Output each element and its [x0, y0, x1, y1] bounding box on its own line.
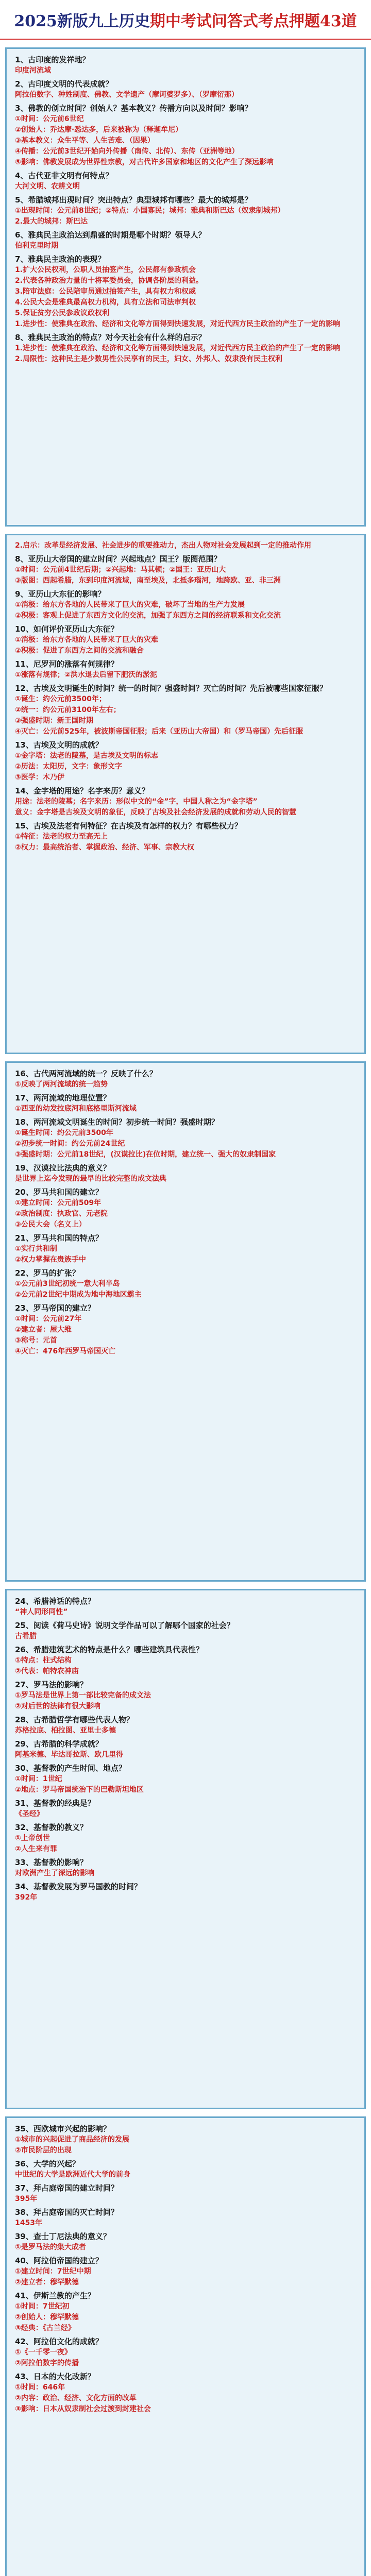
- answer-text: ①建立时间：7世纪中期: [15, 2267, 91, 2276]
- answer-text: ②地点：罗马帝国统治下的巴勒斯坦地区: [15, 1786, 144, 1794]
- answer-text: ①《一千零一夜》: [15, 2348, 72, 2357]
- question-text: 29、古希腊的科学成就？: [15, 1739, 103, 1749]
- qa-card-1: [5, 47, 366, 527]
- answer-text: ②市民阶层的出现: [15, 2146, 72, 2155]
- qa-item: [15, 785, 356, 818]
- answer-text: ③强盛时期：公元前18世纪，(汉谟拉比)在位时期，建立统一、强大的奴隶制国家: [15, 1150, 276, 1159]
- answer-text: ④传播：公元前3世纪开始向外传播（南传、北传）、东传（亚洲等地）: [15, 147, 239, 156]
- question-text: 25、阅读《荷马史诗》说明文学作品可以了解哪个国家的社会？: [15, 1621, 234, 1630]
- answer-text: ②统一：约公元前3100年左右；: [15, 706, 121, 714]
- answer-text: ①西亚的幼发拉底河和底格里斯河流域: [15, 1105, 137, 1113]
- answer-text: ③强盛时期：新王国时期: [15, 717, 93, 725]
- answer-text: ①城市的兴起促进了商品经济的发展: [15, 2136, 129, 2144]
- answer-text: 古希腊: [15, 1632, 37, 1640]
- qa-item: [15, 2371, 356, 2415]
- answer-text: ②积极：促进了东西方之间的交流和融合: [15, 647, 144, 655]
- answer-text: “神人同形同性”: [15, 1608, 68, 1616]
- answer-text: ②权力掌握在贵族手中: [15, 1256, 86, 1264]
- title-part-2: 期中考试问答式考点押题43道: [149, 12, 357, 30]
- answer-text: ①消极：给东方各地的人民带来了巨大的灾难，破坏了当地的生产力发展: [15, 601, 245, 609]
- answer-text: 2.代表各种政治力量的十将军委员会，协调各阶层的利益。: [15, 277, 204, 285]
- answer-text: ①时间：7世纪初: [15, 2302, 70, 2311]
- answer-text: ①实行共和制: [15, 1245, 57, 1253]
- answer-text: ②建立者：穆罕默德: [15, 2278, 79, 2286]
- answer-text: ①时间：646年: [15, 2383, 65, 2392]
- question-text: 43、日本的大化改新？: [15, 2372, 95, 2381]
- qa-item: [15, 1798, 356, 1820]
- qa-item: [15, 2336, 356, 2369]
- qa-item: [15, 553, 356, 586]
- qa-item: [15, 1232, 356, 1265]
- answer-text: ①特征：法老的权力至高无上: [15, 833, 108, 841]
- answer-text: ⑤影响：佛教发展成为世界性宗教，对古代许多国家和地区的文化产生了深远影响: [15, 158, 274, 166]
- answer-text: 1453年: [15, 2219, 42, 2227]
- answer-text: ①反映了两河流域的统一趋势: [15, 1080, 108, 1089]
- qa-item: [15, 2182, 356, 2205]
- answer-text: ②政治制度：执政官、元老院: [15, 1210, 108, 1218]
- question-text: 12、古埃及文明诞生的时间？统一的时间？强盛时间？灭亡的时间？先后被哪些国家征服？: [15, 684, 327, 693]
- question-text: 18、两河流域文明诞生的时间？初步统一时间？强盛时期？: [15, 1117, 219, 1127]
- qa-item: [15, 1644, 356, 1677]
- question-text: 4、古代亚非文明有何特点？: [15, 171, 113, 180]
- answer-text: ③经典：《古兰经》: [15, 2324, 75, 2332]
- question-text: 40、阿拉伯帝国的建立？: [15, 2256, 103, 2265]
- answer-text: ①时间：公元前27年: [15, 1315, 82, 1323]
- qa-item: [15, 2123, 356, 2156]
- question-text: 16、古代两河流域的统一？反映了什么？: [15, 1069, 157, 1078]
- question-text: 24、希腊神话的特点？: [15, 1597, 95, 1606]
- qa-item: [15, 1187, 356, 1230]
- answer-text: ①金字塔：法老的陵墓，是古埃及文明的标志: [15, 752, 158, 760]
- answer-text: ②代表：帕特农神庙: [15, 1667, 79, 1675]
- question-text: 1、古印度的发祥地？: [15, 55, 90, 64]
- question-text: 30、基督教的产生时间、地点？: [15, 1764, 126, 1773]
- question-text: 8、亚历山大帝国的建立时间？兴起地点？国王？版图范围？: [15, 554, 222, 564]
- qa-item: [15, 78, 356, 100]
- answer-text: 1.扩大公民权利，公职人员抽签产生，公民都有参政机会: [15, 266, 196, 274]
- answer-text: ②权力：最高统治者、掌握政治、经济、军事、宗教大权: [15, 843, 194, 852]
- question-text: 14、金字塔的用途？名字来历？意义？: [15, 786, 149, 795]
- answer-text: 阿基米德、毕达哥拉斯、欧几里得: [15, 1751, 123, 1759]
- qa-item: [15, 1714, 356, 1736]
- question-text: 8、雅典民主政治的特点？对今天社会有什么样的启示？: [15, 333, 206, 342]
- question-text: 11、尼罗河的涨落有何规律？: [15, 659, 119, 669]
- answer-text: ①时间：1世纪: [15, 1775, 62, 1783]
- answer-text: ④灭亡：476年西罗马帝国灭亡: [15, 1347, 116, 1355]
- answer-text: 是世界上迄今发现的最早的比较完整的成文法典: [15, 1175, 166, 1183]
- answer-text: 392年: [15, 1893, 38, 1902]
- qa-item: [15, 1267, 356, 1300]
- answer-text: 395年: [15, 2195, 38, 2203]
- answer-text: ①特点：柱式结构: [15, 1656, 72, 1665]
- qa-item: [15, 253, 356, 330]
- question-text: 10、如何评价亚历山大东征？: [15, 624, 119, 634]
- answer-text: ①时间：公元前4世纪后期；②兴起地：马其顿；②国王：亚历山大: [15, 566, 226, 574]
- qa-item: [15, 588, 356, 621]
- answer-text: ②创始人：穆罕默德: [15, 2313, 79, 2321]
- answer-text: 用途：法老的陵墓；名字来历：形似中文的“金”字，中国人称之为“金字塔”: [15, 798, 258, 806]
- answer-text: 3.陪审法庭：公民陪审员通过抽签产生，具有权力和权威: [15, 287, 196, 296]
- qa-item: [15, 103, 356, 168]
- qa-item: [15, 1596, 356, 1618]
- question-text: 27、罗马法的影响？: [15, 1680, 88, 1689]
- qa-item: [15, 1116, 356, 1160]
- answer-text: ③基本教义：众生平等、人生苦难、（因果）: [15, 137, 155, 145]
- answer-text: 意义：金字塔是古埃及文明的象征，反映了古埃及社会经济发展的成就和劳动人民的智慧: [15, 808, 296, 817]
- answer-text: ①罗马法是世界上第一部比较完备的成文法: [15, 1691, 151, 1700]
- question-text: 19、汉谟拉比法典的意义？: [15, 1163, 111, 1173]
- answer-text: 2.局限性：这种民主是少数男性公民享有的民主，妇女、外邦人、奴隶没有民主权利: [15, 355, 283, 363]
- answer-text: 阿拉伯数字、种姓制度、佛教、文学遗产（摩诃婆罗多）、（罗摩衍那）: [15, 91, 239, 99]
- qa-item: [15, 1762, 356, 1795]
- question-text: 15、古埃及法老有何特征？在古埃及有怎样的权力？有哪些权力？: [15, 821, 242, 831]
- answer-text: ①诞生时间：约公元前3500年: [15, 1129, 113, 1137]
- question-text: 26、希腊建筑艺术的特点是什么？哪些建筑具代表性？: [15, 1645, 204, 1654]
- page-title: [0, 0, 371, 40]
- answer-text: ①上帝创世: [15, 1834, 50, 1842]
- qa-card-3: [5, 1061, 366, 1582]
- answer-text: ①时间：公元前6世纪: [15, 115, 84, 123]
- answer-text: 对欧洲产生了深远的影响: [15, 1869, 94, 1877]
- question-text: 17、两河流域的地理位置？: [15, 1093, 111, 1103]
- question-text: 34、基督教发展为罗马国教的时间？: [15, 1882, 142, 1891]
- qa-card-2: [5, 534, 366, 1054]
- answer-text: ①是罗马法的集大成者: [15, 2243, 86, 2251]
- question-text: 3、佛教的创立时间？创始人？基本教义？传播方向以及时间？影响？: [15, 104, 252, 113]
- answer-text: ②初步统一时间：约公元前24世纪: [15, 1140, 125, 1148]
- answer-text: ②创始人：乔达摩·悉达多，后来被称为（释迦牟尼）: [15, 126, 183, 134]
- qa-item: [15, 1302, 356, 1357]
- question-text: 35、西欧城市兴起的影响？: [15, 2124, 111, 2133]
- qa-item: [15, 2158, 356, 2180]
- qa-item: [15, 1822, 356, 1855]
- answer-text: ①公元前3世纪初统一意大利半岛: [15, 1280, 120, 1288]
- question-text: 21、罗马共和国的特点？: [15, 1233, 103, 1243]
- answer-text: ①诞生：约公元前3500年；: [15, 695, 106, 703]
- answer-text: ①消极：给东方各地的人民带来了巨大的灾难: [15, 636, 158, 644]
- qa-item: [15, 54, 356, 76]
- answer-text: ①涨落有规律；②洪水退去后留下肥沃的淤泥: [15, 671, 157, 679]
- qa-item: [15, 820, 356, 853]
- question-text: 22、罗马的扩张？: [15, 1268, 80, 1278]
- question-text: 23、罗马帝国的建立？: [15, 1303, 95, 1313]
- qa-item: [15, 194, 356, 227]
- question-text: 32、基督教的教义？: [15, 1823, 88, 1832]
- question-text: 39、查士丁尼法典的意义？: [15, 2232, 111, 2241]
- qa-item: [15, 332, 356, 365]
- question-text: 38、拜占庭帝国的灭亡时间？: [15, 2208, 119, 2217]
- qa-item: [15, 683, 356, 737]
- answer-text: ②历法：太阳历，文字：象形文字: [15, 762, 122, 771]
- question-text: 7、雅典民主政治的表现？: [15, 255, 106, 264]
- qa-item: [15, 1620, 356, 1642]
- answer-text: ①建立时间：公元前509年: [15, 1199, 102, 1207]
- qa-item: [15, 229, 356, 251]
- answer-text: ①出现时间：公元前8世纪；②特点：小国寡民；城邦：雅典和斯巴达（奴隶制城邦）: [15, 207, 285, 215]
- answer-text: 《圣经》: [15, 1810, 44, 1818]
- qa-card-5: [5, 2116, 366, 2576]
- qa-item: [15, 2231, 356, 2253]
- answer-text: ②人生来有罪: [15, 1845, 57, 1853]
- answer-text: ③版图：西起希腊，东到印度河流域，南至埃及，北抵多瑙河，地跨欧、亚、非三洲: [15, 577, 281, 585]
- title-part-1: 2025新版九上历史: [14, 12, 150, 30]
- answer-text: ③影响：日本从奴隶制社会过渡到封建社会: [15, 2405, 151, 2413]
- qa-item: [15, 1068, 356, 1090]
- qa-item: [15, 1738, 356, 1760]
- qa-item: [15, 2207, 356, 2229]
- answer-text: 4.公民大会是雅典最高权力机构，具有立法和司法审判权: [15, 298, 196, 307]
- question-text: 31、基督教的经典是？: [15, 1799, 95, 1808]
- qa-item: [15, 1857, 356, 1879]
- question-text: 20、罗马共和国的建立？: [15, 1188, 103, 1197]
- qa-item: [15, 1881, 356, 1903]
- qa-item: [15, 1679, 356, 1712]
- answer-text: 5.保证贫穷公民参政议政权利: [15, 309, 110, 317]
- answer-text: 2.启示：改革是经济发展、社会进步的重要推动力，杰出人物对社会发展起到一定的推动作用: [15, 541, 312, 550]
- answer-text: ②公元前2世纪中期成为地中海地区霸主: [15, 1291, 142, 1299]
- answer-text: 中世纪的大学是欧洲近代大学的前身: [15, 2171, 130, 2179]
- qa-item: [15, 623, 356, 656]
- answer-text: 大河文明、农耕文明: [15, 182, 80, 191]
- question-text: 2、古印度文明的代表成就？: [15, 79, 113, 89]
- question-text: 28、古希腊哲学有哪些代表人物？: [15, 1715, 134, 1724]
- qa-item: [15, 739, 356, 783]
- answer-text: ②对后世的法律有很大影响: [15, 1702, 100, 1710]
- answer-text: ②阿拉伯数字的传播: [15, 2359, 79, 2367]
- question-text: 42、阿拉伯文化的成就？: [15, 2337, 103, 2346]
- question-text: 9、亚历山大东征的影响？: [15, 589, 106, 599]
- question-text: 36、大学的兴起？: [15, 2159, 80, 2168]
- answer-text: ②内容：政治、经济、文化方面的改革: [15, 2394, 137, 2402]
- answer-text: ③称号：元首: [15, 1336, 57, 1345]
- answer-text: ②积极：客观上促进了东西方文化的交流，加强了东西方之间的经济联系和文化交流: [15, 612, 281, 620]
- qa-item: [15, 1162, 356, 1184]
- answer-text: 1.进步性：使雅典在政治、经济和文化等方面得到快速发展，对近代西方民主政治的产生了一定的影响: [15, 344, 341, 352]
- answer-text: 伯利克里时期: [15, 242, 58, 250]
- qa-item: [15, 540, 356, 551]
- qa-item: [15, 2255, 356, 2288]
- qa-item: [15, 170, 356, 192]
- question-text: 41、伊斯兰教的产生？: [15, 2291, 95, 2300]
- answer-text: 1.进步性：使雅典在政治、经济和文化等方面得到快速发展，对近代西方民主政治的产生了一定的影响: [15, 320, 341, 328]
- qa-card-4: [5, 1589, 366, 2109]
- question-text: 37、拜占庭帝国的建立时间？: [15, 2183, 119, 2193]
- answer-text: 苏格拉底、柏拉图、亚里士多德: [15, 1726, 116, 1735]
- question-text: 33、基督教的影响？: [15, 1858, 88, 1867]
- answer-text: ③公民大会（名义上）: [15, 1221, 86, 1229]
- question-text: 5、希腊城邦出现时间？突出特点？典型城邦有哪些？最大的城邦是？: [15, 195, 252, 205]
- question-text: 6、雅典民主政治达到鼎盛的时期是哪个时期？领导人？: [15, 230, 206, 240]
- qa-item: [15, 658, 356, 681]
- answer-text: ④灭亡：公元前525年，被波斯帝国征服；后来（亚历山大帝国）和（罗马帝国）先后征服: [15, 727, 303, 736]
- qa-item: [15, 2290, 356, 2334]
- qa-item: [15, 1092, 356, 1114]
- answer-text: 2.最大的城邦：斯巴达: [15, 217, 88, 226]
- answer-text: 印度河流域: [15, 66, 51, 75]
- question-text: 13、古埃及文明的成就？: [15, 740, 103, 750]
- answer-text: ③医学：木乃伊: [15, 773, 64, 782]
- answer-text: ②建立者：屋大维: [15, 1326, 72, 1334]
